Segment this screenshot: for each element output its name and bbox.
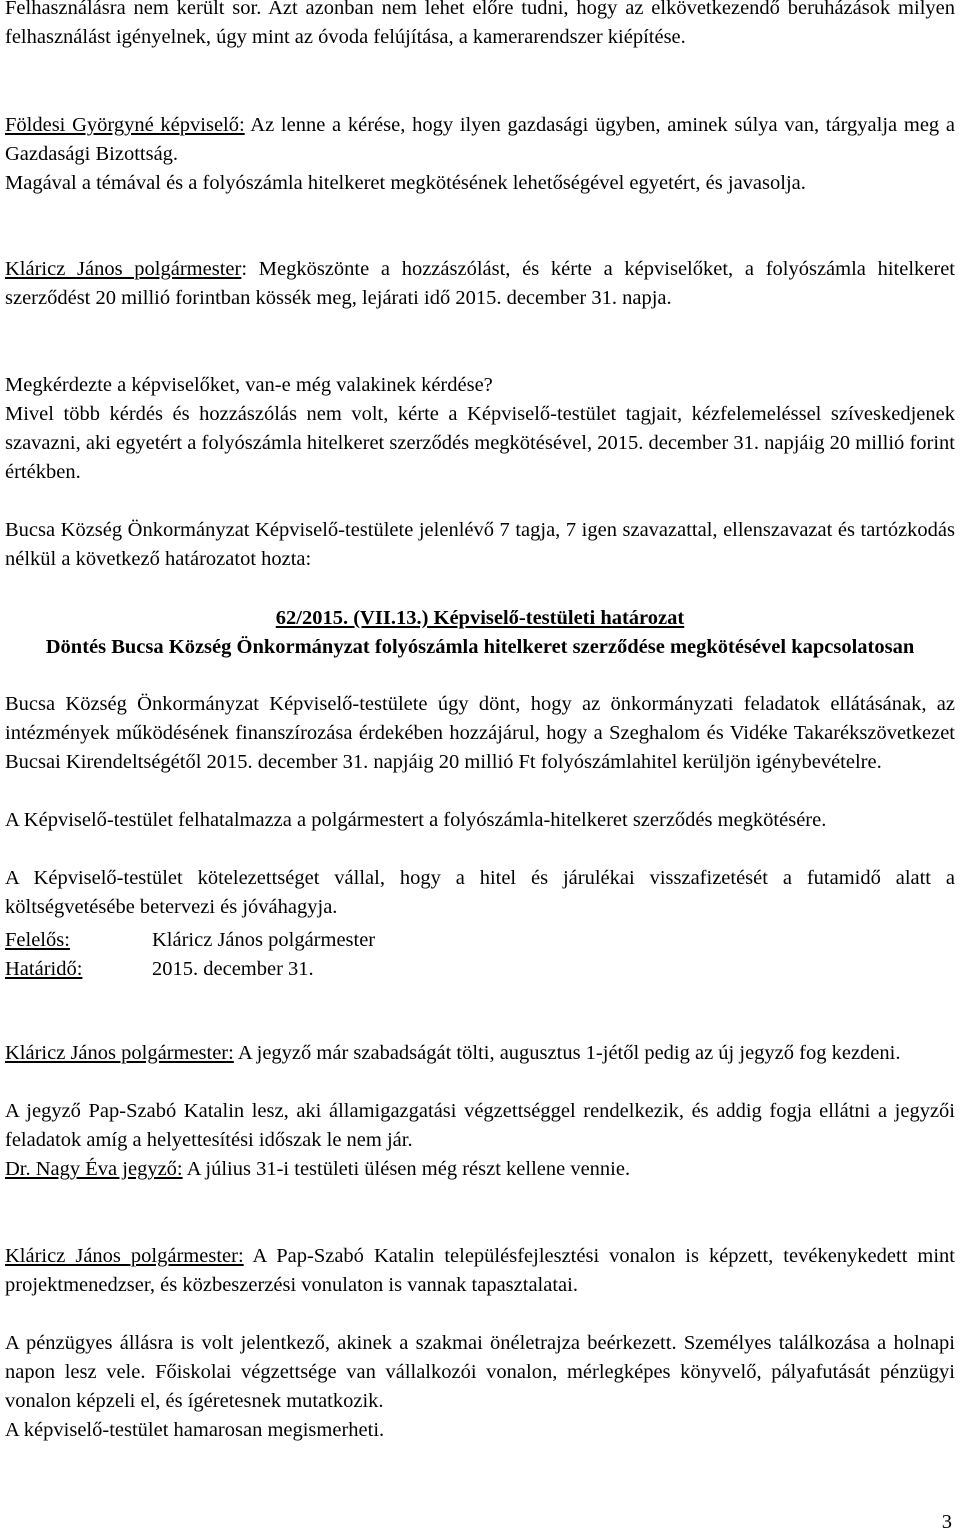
paragraph-text: Felhasználásra nem került sor. Azt azonban nem lehet előre tudni, hogy az elkövetkezendő beruházások milyen felhasználást igényelnek, úgy mint az óvoda felújítása, a kamerarendszer kiépítése. bbox=[5, 0, 955, 48]
paragraph-finance-applicant bbox=[5, 1329, 955, 1416]
speaker-name: Kláricz János polgármester: bbox=[5, 1245, 244, 1267]
paragraph-new-notary bbox=[5, 1097, 955, 1155]
paragraph-text: : Megköszönte a hozzászólást, és kérte a képviselőket, a folyószámla hitelkeret szerződést 20 millió forintban kössék meg, lejárati idő 2015. december 31. napja. bbox=[5, 258, 955, 309]
paragraph-text: A pénzügyes állásra is volt jelentkező, akinek a szakmai önéletrajza beérkezett. Személyes találkozása a holnapi napon lesz vele. Főiskolai végzettsége van vállalkozói vonalon, mérlegképes könyvelő, pályafutását pénzügyi vonalon képzeli el, és ígéretesnek mutatkozik. bbox=[5, 1332, 955, 1412]
resolution-title bbox=[20, 633, 940, 662]
paragraph-notary-leave bbox=[5, 1039, 955, 1068]
paragraph-text: Magával a témával és a folyószámla hitelkeret megkötésének lehetőségével egyetért, és javasolja. bbox=[5, 172, 806, 194]
speaker-name: Kláricz János polgármester: bbox=[5, 1042, 234, 1064]
paragraph-closing bbox=[5, 1416, 955, 1445]
paragraph-vote-result bbox=[5, 516, 955, 574]
paragraph-text: Az lenne a kérése, hogy ilyen gazdasági ügyben, aminek súlya van, tárgyalja meg a Gazdasági Bizottság. bbox=[5, 114, 955, 165]
page-number: 3 bbox=[941, 1511, 952, 1533]
speaker-name: Földesi Györgyné képviselő: bbox=[5, 114, 245, 136]
resolution-body-1 bbox=[5, 690, 955, 777]
resolution-body-2 bbox=[5, 806, 955, 835]
resolution-number bbox=[0, 604, 960, 633]
speaker-name: Dr. Nagy Éva jegyző: bbox=[5, 1158, 183, 1180]
paragraph-question bbox=[5, 371, 955, 400]
paragraph-intro bbox=[5, 0, 955, 52]
paragraph-text: Mivel több kérdés és hozzászólás nem volt, kérte a Képviselő-testület tagjait, kézfelemeléssel szíveskedjenek szavazni, aki egyetért a folyószámla hitelkeret szerződés megkötésével, 2015. december 31. napjáig 20 millió forint értékben. bbox=[5, 403, 955, 483]
resolution-title-text: Döntés Bucsa Község Önkormányzat folyószámla hitelkeret szerződése megkötésével kapcsolatosan bbox=[45, 636, 915, 658]
paragraph-text: A jegyző már szabadságát tölti, augusztus 1-jétől pedig az új jegyző fog kezdeni. bbox=[233, 1042, 901, 1064]
paragraph-mayor-proposal bbox=[5, 255, 955, 313]
resolution-number-text: 62/2015. (VII.13.) Képviselő-testületi határozat bbox=[275, 607, 685, 629]
paragraph-text: A Képviselő-testület felhatalmazza a polgármestert a folyószámla-hitelkeret szerződés megkötésére. bbox=[5, 809, 827, 831]
paragraph-text: Megkérdezte a képviselőket, van-e még valakinek kérdése? bbox=[5, 374, 493, 396]
deadline-label: Határidő: bbox=[5, 958, 83, 980]
paragraph-agreement bbox=[5, 169, 955, 198]
deadline-value: 2015. december 31. bbox=[152, 958, 314, 980]
paragraph-mayor-skills bbox=[5, 1242, 955, 1300]
resolution-deadline bbox=[5, 955, 314, 984]
speaker-name: Kláricz János polgármester bbox=[5, 258, 242, 280]
paragraph-text: Bucsa Község Önkormányzat Képviselő-testülete jelenlévő 7 tagja, 7 igen szavazattal, ellenszavazat és tartózkodás nélkül a következő határozatot hozta: bbox=[5, 519, 955, 570]
responsible-label: Felelős: bbox=[5, 929, 70, 951]
paragraph-vote-call bbox=[5, 400, 955, 487]
responsible-value: Kláricz János polgármester bbox=[152, 929, 376, 951]
paragraph-text: A Képviselő-testület kötelezettséget vállal, hogy a hitel és járulékai visszafizetését a futamidő alatt a költségvetésébe betervezi és jóváhagyja. bbox=[5, 867, 955, 918]
resolution-responsible bbox=[5, 926, 375, 955]
paragraph-text: A Pap-Szabó Katalin településfejlesztési vonalon is képzett, tevékenykedett mint projektmenedzser, és közbeszerzési vonulaton is vannak tapasztalatai. bbox=[5, 1245, 956, 1296]
paragraph-text: Bucsa Község Önkormányzat Képviselő-testülete úgy dönt, hogy az önkormányzati feladatok ellátásának, az intézmények működésének finanszírozása érdekében hozzájárul, hogy a Szeghalom és Vidéke Takarékszövetkezet Bucsai Kirendeltségétől 2015. december 31. napjáig 20 millió Ft folyószámlahitel kerüljön igénybevételre. bbox=[5, 693, 955, 773]
resolution-body-3 bbox=[5, 864, 955, 922]
paragraph-foldesi bbox=[5, 111, 955, 169]
paragraph-text: A képviselő-testület hamarosan megismerheti. bbox=[5, 1419, 385, 1441]
paragraph-text: A július 31-i testületi ülésen még részt kellene vennie. bbox=[182, 1158, 631, 1180]
paragraph-text: A jegyző Pap-Szabó Katalin lesz, aki államigazgatási végzettséggel rendelkezik, és addig fogja ellátni a jegyzői feladatok amíg a helyettesítési időszak le nem jár. bbox=[5, 1100, 955, 1151]
paragraph-notary-remark bbox=[5, 1155, 955, 1184]
